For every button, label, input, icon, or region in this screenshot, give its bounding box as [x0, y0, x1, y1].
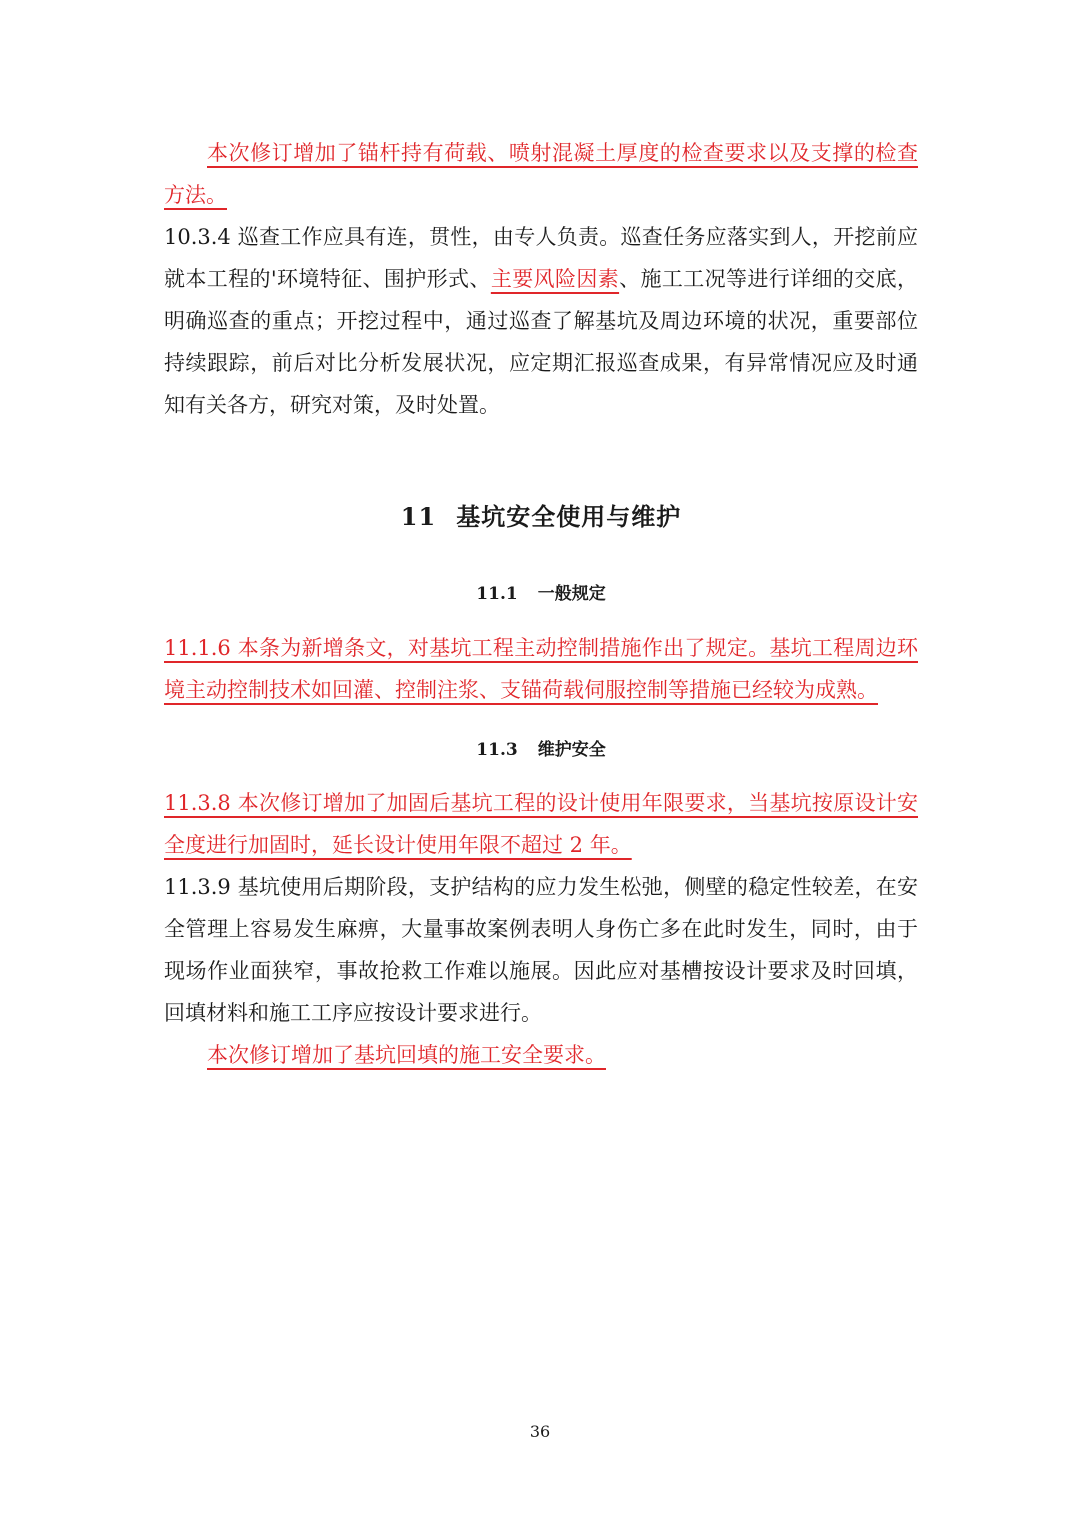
clause-10-3-4-highlight: 主要风险因素: [490, 267, 620, 291]
section-title-11-1: [164, 579, 918, 604]
section-name-11-3: 维护安全: [537, 740, 606, 760]
revision-clause-11-1-6: 11.1.6 本条为新增条文，对基坑工程主动控制措施作出了规定。基坑工程周边环境主动控制技术如回灌、控制注浆、支锚荷载伺服控制等措施已经较为成熟。: [164, 636, 918, 702]
section-name-11-1: 一般规定: [537, 584, 606, 604]
chapter-title: [164, 497, 918, 532]
revision-clause-11-3-8: 11.3.8 本次修订增加了加固后基坑工程的设计使用年限要求，当基坑按原设计安全度进行加固时，延长设计使用年限不超过 2 年。: [164, 791, 918, 857]
document-page: [164, 0, 918, 1528]
section-number-11-3: 11.3: [476, 740, 518, 760]
section-number-11-1: 11.1: [476, 584, 518, 604]
clause-11-3-9: 11.3.9 基坑使用后期阶段，支护结构的应力发生松弛，侧壁的稳定性较差，在安全管理上容易发生麻痹，大量事故案例表明人身伤亡多在此时发生，同时，由于现场作业面狭窄，事故抢救工作难以施展。因此应对基槽按设计要求及时回填，回填材料和施工工序应按设计要求进行。: [164, 875, 918, 1025]
chapter-name: 基坑安全使用与维护: [456, 502, 682, 531]
clause-10-3-4-prefix: 10.3.4 巡查工作应具有连，贯性，由专人负责。巡查任务应落实到人，开挖前应就本工程的'环境特征、围护形式、: [164, 225, 918, 291]
clause-10-3-4: [164, 216, 918, 426]
clause-10-3-4-suffix: 、施工工况等进行详细的交底，明确巡查的重点；开挖过程中，通过巡查了解基坑及周边环境的状况，重要部位持续跟踪，前后对比分析发展状况，应定期汇报巡查成果，有异常情况应及时通知有关各方，研究对策，及时处置。: [164, 267, 919, 417]
section-title-11-3: [164, 735, 918, 760]
page-number: 36: [529, 1422, 551, 1441]
revision-note-11-3-9: 本次修订增加了基坑回填的施工安全要求。: [207, 1043, 606, 1067]
chapter-number: 11: [400, 502, 437, 531]
revision-note-10-3-3: 本次修订增加了锚杆持有荷载、喷射混凝土厚度的检查要求以及支撑的检查方法。: [164, 141, 918, 207]
